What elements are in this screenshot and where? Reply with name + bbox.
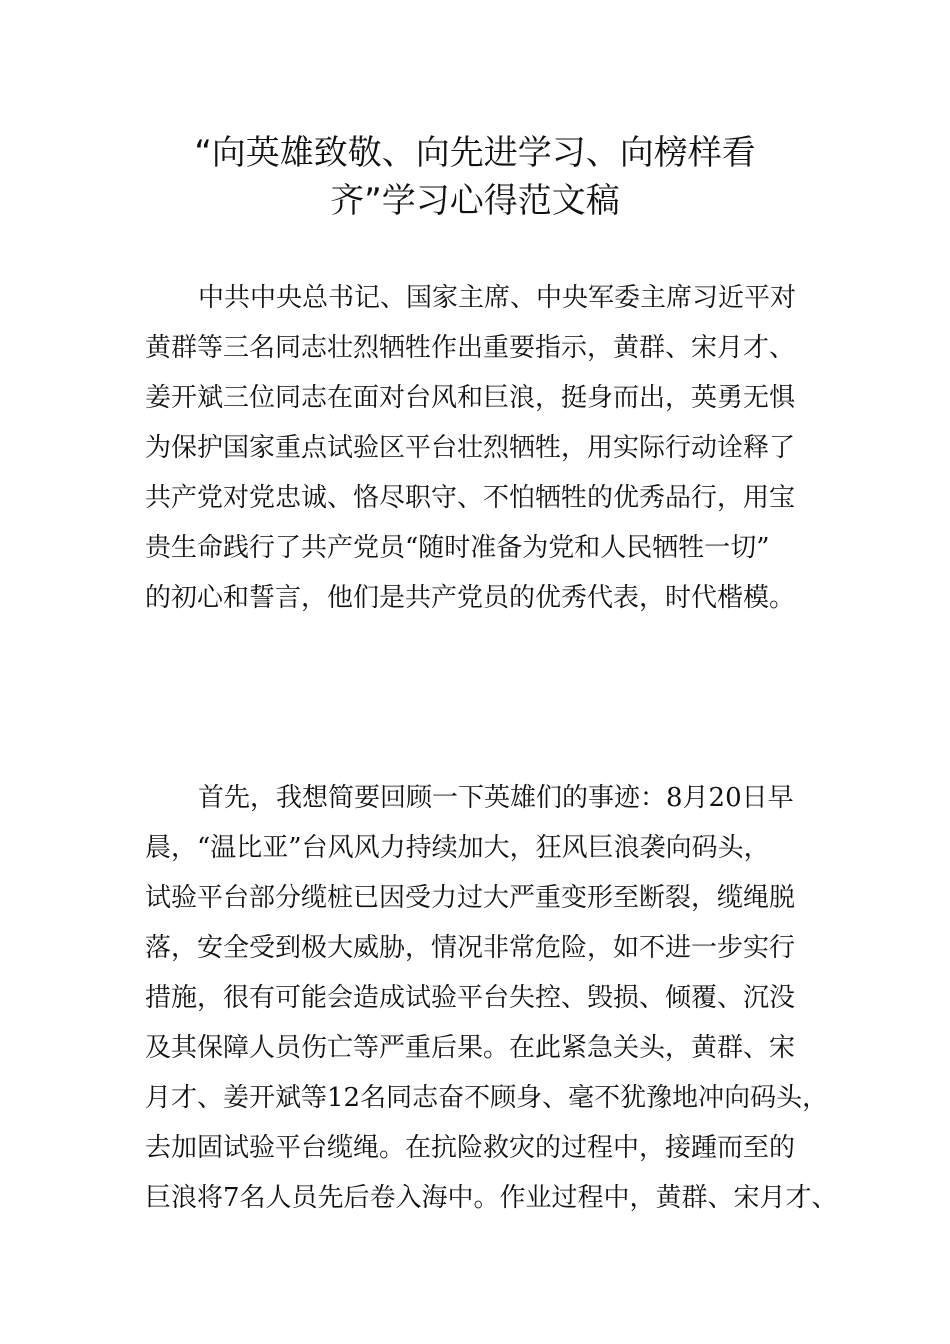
paragraph-2-line-9: 巨浪将7名人员先后卷入海中。作业过程中，黄群、宋月才、 <box>145 1183 838 1213</box>
paragraph-1-line-2: 黄群等三名同志壮烈牺牲作出重要指示，黄群、宋月才、 <box>145 333 796 363</box>
paragraph-2-line-6: 及其保障人员伤亡等严重后果。在此紧急关头，黄群、宋 <box>145 1033 796 1063</box>
paragraph-2-line-3: 试验平台部分缆桩已因受力过大严重变形至断裂，缆绳脱 <box>145 883 796 913</box>
paragraph-2-line-4: 落，安全受到极大威胁，情况非常危险，如不进一步实行 <box>145 933 796 963</box>
paragraph-2-line-2: 晨，“温比亚”台风风力持续加大，狂风巨浪袭向码头， <box>145 833 770 863</box>
paragraph-1-line-3: 姜开斌三位同志在面对台风和巨浪，挺身而出，英勇无惧 <box>145 383 796 413</box>
paragraph-1-line-5: 共产党对党忠诚、恪尽职守、不怕牺牲的优秀品行，用宝 <box>145 483 796 513</box>
paragraph-1-line-7: 的初心和誓言，他们是共产党员的优秀代表，时代楷模。 <box>145 583 796 613</box>
paragraph-2-line-1: 首先，我想简要回顾一下英雄们的事迹：8月20日早 <box>198 783 794 813</box>
paragraph-1-line-1: 中共中央总书记、国家主席、中央军委主席习近平对 <box>198 283 797 313</box>
paragraph-1-line-6: 贵生命践行了共产党员“随时准备为党和人民牺牲一切” <box>145 533 770 563</box>
document-title-line-1: “向英雄致敬、向先进学习、向榜样看 <box>194 133 756 173</box>
paragraph-1-line-4: 为保护国家重点试验区平台壮烈牺牲，用实际行动诠释了 <box>145 433 796 463</box>
paragraph-2-line-5: 措施，很有可能会造成试验平台失控、毁损、倾覆、沉没 <box>145 983 796 1013</box>
paragraph-2-line-8: 去加固试验平台缆绳。在抗险救灾的过程中，接踵而至的 <box>145 1133 796 1163</box>
document-title-line-2: 齐”学习心得范文稿 <box>330 181 620 221</box>
paragraph-2-line-7: 月才、姜开斌等12名同志奋不顾身、毫不犹豫地冲向码头， <box>145 1083 829 1113</box>
